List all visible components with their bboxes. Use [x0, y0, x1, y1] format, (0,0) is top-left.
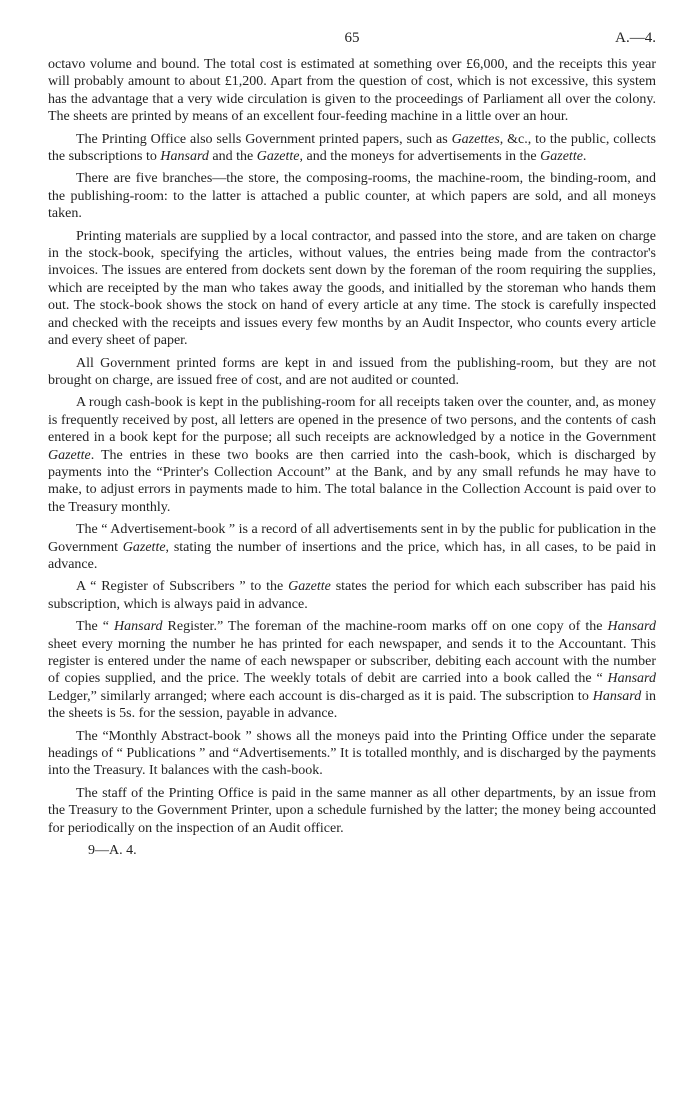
text-run: sheet every morning the number he has printed for each newspaper, and sends it to the Accountant. This register is entered under the name of each newspaper or subscriber, debiting each account with the number of copies supplied, and the price. The weekly totals of debit are carried into a book called the “ [48, 636, 656, 687]
paragraph [48, 521, 656, 573]
italic-text: Hansard [607, 671, 656, 687]
paragraph [48, 56, 656, 126]
text-run: . [582, 149, 587, 165]
text-run: Printing materials are supplied by a local contractor, and passed into the store, and are taken on charge in the stock-book, specifying the articles, without values, the entries being made from the contractor's invoices. The issues are entered from dockets sent down by the foreman of the room requiring the supplies, which are receipted by the man who takes away the goods, and initialled by the storeman who hands them out. The stock-book shows the stock on hand of every article at any time. The stock is carefully inspected and checked with the receipts and issues every few months by an Audit Inspector, who counts every article and every sheet of paper. [48, 228, 656, 349]
italic-text: Hansard [607, 619, 656, 635]
text-run: Ledger,” similarly arranged; where each account is dis-charged as it is paid. The subscription to [48, 688, 593, 704]
paragraph [48, 170, 656, 222]
paragraph [48, 578, 656, 613]
text-run: , and the moneys for advertisements in the [299, 149, 541, 165]
text-run: The staff of the Printing Office is paid in the same manner as all other departments, by an issue from the Treasury to the Government Printer, upon a schedule furnished by the latter; the money being accounted for periodically on the inspection of an Audit officer. [48, 785, 656, 836]
paragraph [48, 728, 656, 780]
italic-text: Hansard [160, 149, 209, 165]
text-run: states the period for which each subscriber has paid his subscription, which is always paid in advance. [48, 579, 657, 612]
text-run: in the sheets is 5s. for the session, payable in advance. [48, 688, 656, 722]
paper-reference: A.—4. [615, 30, 656, 46]
italic-text: Gazette [48, 447, 91, 463]
paragraph [48, 618, 656, 722]
text-run: , &c., to the public, collects the subscriptions to [48, 131, 656, 165]
paragraph [48, 785, 656, 837]
italic-text: Gazettes [451, 131, 500, 147]
page-number: 65 [344, 30, 360, 46]
text-run: A “ Register of Subscribers ” to the [76, 579, 289, 595]
paragraph [48, 228, 656, 350]
italic-text: Gazette [288, 579, 331, 595]
paragraph [48, 355, 656, 390]
body-text [48, 56, 656, 837]
text-run: . The entries in these two books are then carried into the cash-book, which is discharged by payments into the “Printer's Collection Account” at the Bank, and by any small refunds he may have to make, to adjust errors in payments made to him. The total balance in the Collection Account is paid over to the Treasury monthly. [48, 447, 656, 515]
text-run: , stating the number of insertions and the price, which has, in all cases, to be paid in advance. [48, 539, 656, 572]
italic-text: Hansard [114, 619, 163, 635]
text-run: octavo volume and bound. The total cost is estimated at something over £6,000, and the receipts this year will probably amount to about £1,200. Apart from the question of cost, which is not excessive, this system has the advantage that a very wide circulation is given to the proceedings of Parliament all over the colony. The sheets are printed by means of an excellent four-feeding machine in a little over an hour. [48, 57, 656, 125]
paragraph [48, 131, 656, 166]
printer-signature: 9—A. 4. [88, 843, 137, 859]
italic-text: Gazette [256, 149, 300, 165]
document-page [48, 30, 656, 859]
italic-text: Gazette [540, 149, 583, 165]
text-run: and the [208, 149, 257, 165]
italic-text: Gazette [122, 539, 166, 555]
text-run: The “ Advertisement-book ” is a record of all advertisements sent in by the public for publication in the Government [48, 522, 656, 555]
text-run: The Printing Office also sells Government printed papers, such as [76, 131, 452, 147]
text-run: All Government printed forms are kept in and issued from the publishing-room, but they are not brought on charge, are issued free of cost, and are not audited or counted. [48, 355, 656, 388]
text-run: A rough cash-book is kept in the publishing-room for all receipts taken over the counter, and, as money is frequently received by post, all letters are opened in the presence of two persons, and the contents of cash entered in a book kept for the purpose; all such receipts are acknowledged by a notice in the Government [48, 395, 656, 446]
italic-text: Hansard [592, 688, 642, 704]
paragraph [48, 394, 656, 516]
text-run: There are five branches—the store, the composing-rooms, the machine-room, the binding-room, and the publishing-room: to the latter is attached a public counter, at which papers are sold, and all moneys taken. [48, 171, 656, 222]
text-run: The “ [76, 619, 115, 635]
text-run: The “Monthly Abstract-book ” shows all the moneys paid into the Printing Office under the separate headings of “ Publications ” and “Advertisements.” It is totalled monthly, and is discharged by the payments into the Treasury. It balances with the cash-book. [48, 728, 656, 779]
page-header [48, 30, 656, 56]
text-run: Register.” The foreman of the machine-room marks off on one copy of the [162, 619, 608, 635]
